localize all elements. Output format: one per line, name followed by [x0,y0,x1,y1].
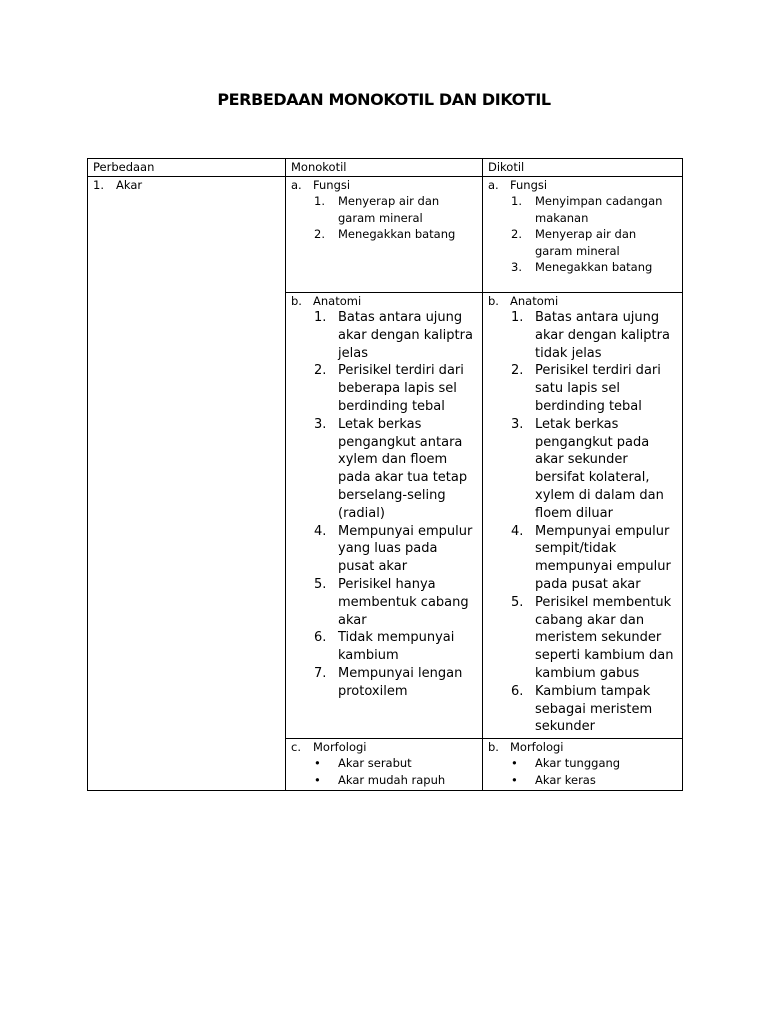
bullet-icon: • [314,756,321,771]
header-dikotil: Dikotil [483,159,683,177]
section-letter: a. [291,178,302,192]
cell-monokotil-morfologi [286,739,483,791]
bullet-list [488,755,677,788]
section-heading: Morfologi [313,740,367,755]
list-item: 5. Perisikel hanya membentuk cabang akar [314,576,469,628]
section-heading: Fungsi [510,178,548,192]
list-item: 3. Menegakkan batang [511,260,653,275]
list-item: 4. Mempunyai empulur yang luas pada pusat akar [314,523,473,575]
cell-monokotil-anatomi [286,293,483,739]
bullet-icon: • [511,756,518,771]
bullet-icon: • [511,772,518,787]
list-item: 2. Menyerap air dan garam mineral [511,227,637,258]
list-item: 1. Batas antara ujung akar dengan kaliptra jelas [314,310,473,361]
list-item: 1. Batas antara ujung akar dengan kaliptra tidak jelas [511,310,670,361]
header-monokotil: Monokotil [286,159,483,177]
cell-dikotil-fungsi [483,177,683,293]
list-item: 1. Menyerap air dan garam mineral [314,194,440,225]
section-letter: c. [291,740,301,755]
numbered-list [488,309,677,736]
list-item: 4. Mempunyai empulur sempit/tidak mempunyai empulur pada pusat akar [511,523,671,592]
numbered-list [291,193,477,243]
list-item: 7. Mempunyai lengan protoxilem [314,665,463,699]
list-item: 6. Kambium tampak sebagai meristem sekunder [511,683,653,735]
table-header-row [88,159,683,177]
section-heading: Anatomi [510,294,559,308]
comparison-table [87,158,683,791]
cell-dikotil-anatomi [483,293,683,739]
numbered-list [488,193,677,276]
section-letter: b. [488,294,499,308]
bullet-icon: • [314,772,321,787]
table-row-fungsi [88,177,683,293]
list-item: • Akar keras [488,772,677,789]
section-heading: Fungsi [313,178,351,192]
list-item: 2. Perisikel terdiri dari satu lapis sel berdinding tebal [511,363,661,414]
row-number: 1. [93,178,104,192]
section-letter: a. [488,178,499,192]
list-item: 3. Letak berkas pengangkut pada akar sekunder bersifat kolateral, xylem di dalam dan floem diluar [511,416,664,521]
section-heading: Anatomi [313,294,362,308]
list-item: • Akar tunggang [488,755,677,772]
list-item: • Akar serabut [291,755,477,772]
bullet-list [291,755,477,788]
cell-monokotil-fungsi [286,177,483,293]
list-item: 3. Letak berkas pengangkut antara xylem dan floem pada akar tua tetap berselang-seling (radial) [314,416,468,521]
section-letter: b. [488,740,499,755]
row-label: Akar [116,178,143,192]
list-item: 6. Tidak mempunyai kambium [314,630,455,664]
section-letter: b. [291,294,302,308]
list-item: 2. Perisikel terdiri dari beberapa lapis sel berdinding tebal [314,363,464,414]
cell-dikotil-morfologi [483,739,683,791]
page-title: PERBEDAAN MONOKOTIL DAN DIKOTIL [217,90,551,109]
section-heading: Morfologi [510,740,564,755]
numbered-list [291,309,477,701]
list-item: 2. Menegakkan batang [314,227,456,242]
list-item: • Akar mudah rapuh [291,772,477,789]
list-item: 5. Perisikel membentuk cabang akar dan meristem sekunder seperti kambium dan kambium gabus [511,594,674,681]
header-perbedaan: Perbedaan [88,159,286,177]
list-item: 1. Menyimpan cadangan makanan [511,194,663,225]
cell-akar [88,177,286,791]
